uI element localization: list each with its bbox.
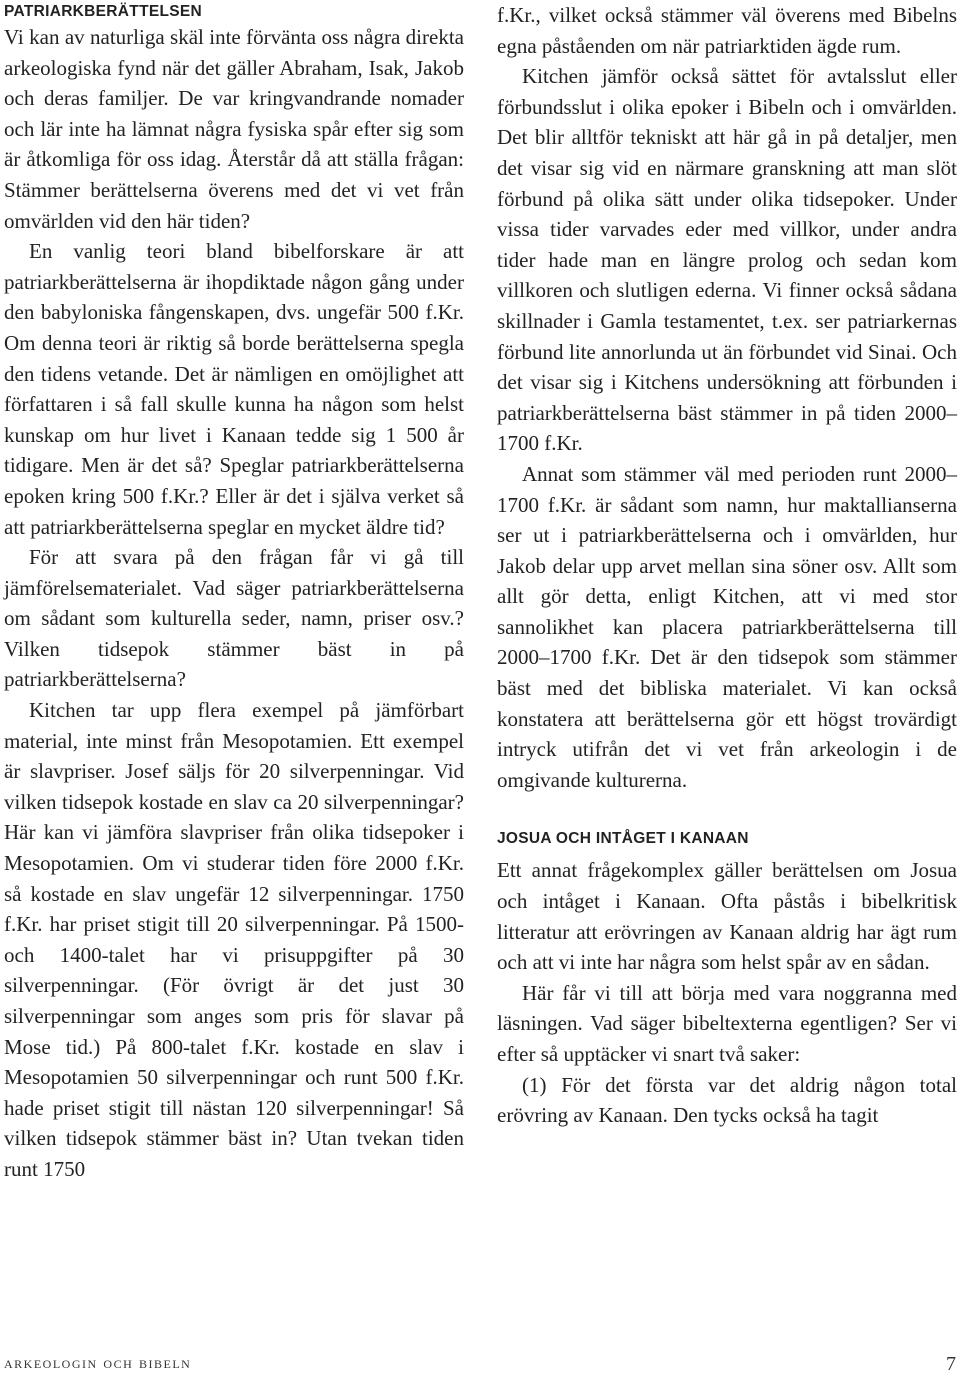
paragraph: Kitchen tar upp flera exempel på jämförbart material, inte minst från Mesopotamien. Ett exempel är slavpriser. Josef säljs för 20 silverpenningar. Vid vilken tidsepok kostade en slav ca 20 silverpenningar? Här kan vi jämföra slavpriser från olika tidsepoker i Mesopotamien. Om vi studerar tiden före 2000 f.Kr. så kostade en slav ungefär 12 silverpenningar. 1750 f.Kr. har priset stigit till 20 silverpenningar. På 1500- och 1400-talet har vi prisuppgifter på 30 silverpenningar. (För övrigt är det just 30 silverpenningar som anges som pris för slavar på Mose tid.) På 800-talet f.Kr. kostade en slav i Mesopotamien 50 silverpenningar och runt 500 f.Kr. hade priset stigit till nästan 120 silverpenningar! Så vilken tidsepok stämmer bäst in? Utan tvekan tiden runt 1750 (4, 698, 464, 1181)
paragraph: En vanlig teori bland bibelforskare är att patriarkberättelserna är ihopdiktade någon gång under den babyloniska fångenskapen, dvs. ungefär 500 f.Kr. Om denna teori är riktig så borde berättelserna spegla den tidens vetande. Det är nämligen en omöjlighet att författaren i så fall skulle kunna ha någon som helst kunskap om hur livet i Kanaan tedde sig 1 500 år tidigare. Men är det så? Speglar patriarkberättelserna epoken kring 500 f.Kr.? Eller är det i själva verket så att patriarkberättelserna speglar en mycket äldre tid? (4, 239, 464, 539)
right-column (497, 0, 957, 1131)
section-heading-josua: JOSUA OCH INTÅGET I KANAAN (497, 830, 749, 848)
left-column (4, 0, 464, 1185)
paragraph: Här får vi till att börja med vara noggranna med läsningen. Vad säger bibeltexterna egentligen? Ser vi efter så upptäcker vi snart två saker: (497, 980, 957, 1066)
paragraph: f.Kr., vilket också stämmer väl överens med Bibelns egna påståenden om när patriarktiden ägde rum. (497, 3, 957, 58)
page-number: 7 (946, 1353, 956, 1375)
section-heading-patriarkberattelsen: PATRIARKBERÄTTELSEN (4, 3, 203, 20)
paragraph: Ett annat frågekomplex gäller berättelsen om Josua och intåget i Kanaan. Ofta påstås i bibelkritisk litteratur att erövringen av Kanaan aldrig har ägt rum och att vi inte har några som helst spår av en sådan. (497, 858, 957, 975)
paragraph: För att svara på den frågan får vi gå till jämförelsematerialet. Vad säger patriarkberättelserna om sådant som kulturella seder, namn, priser osv.? Vilken tidsepok stämmer bäst in på patriarkberättelserna? (4, 545, 464, 692)
paragraph: Kitchen jämför också sättet för avtalsslut eller förbundsslut i olika epoker i Bibeln och i omvärlden. Det blir alltför tekniskt att här gå in på detaljer, men det visar sig vid en närmare granskning att man slöt förbund på olika sätt under olika tidsepoker. Under vissa tider varvades eder med villkor, under andra tider hade man en längre prolog och sedan kom villkoren och slutligen ederna. Vi finner också sådana skillnader i Gamla testamentet, t.ex. ser patriarkernas förbund lite annorlunda ut än förbundet vid Sinai. Och det visar sig i Kitchens undersökning att förbunden i patriarkberättelserna bäst stämmer in på tiden 2000–1700 f.Kr. (497, 64, 957, 456)
paragraph: Vi kan av naturliga skäl inte förvänta oss några direkta arkeologiska fynd när det gäller Abraham, Isak, Jakob och deras familjer. De var kringvandrande nomader och lär inte ha lämnat några fysiska spår efter sig som är åtkomliga för oss idag. Återstår då att ställa frågan: Stämmer berättelserna överens med det vi vet från omvärlden vid den här tiden? (4, 25, 464, 233)
footer-running-title: arkeologin och bibeln (4, 1353, 192, 1372)
paragraph: Annat som stämmer väl med perioden runt 2000–1700 f.Kr. är sådant som namn, hur maktallianserna ser ut i patriarkberättelserna och i omvärlden, hur Jakob delar upp arvet mellan sina söner osv. Allt som allt gör detta, enligt Kitchen, att vi med stor sannolikhet kan placera patriarkberättelserna till 2000–1700 f.Kr. Det är den tidsepok som stämmer bäst med det bibliska materialet. Vi kan också konstatera att berättelserna gör ett högst trovärdigt intryck utifrån det vi vet från arkeologin i de omgivande kulturerna. (497, 461, 957, 792)
paragraph: (1) För det första var det aldrig någon total erövring av Kanaan. Den tycks också ha tagit (497, 1072, 957, 1128)
